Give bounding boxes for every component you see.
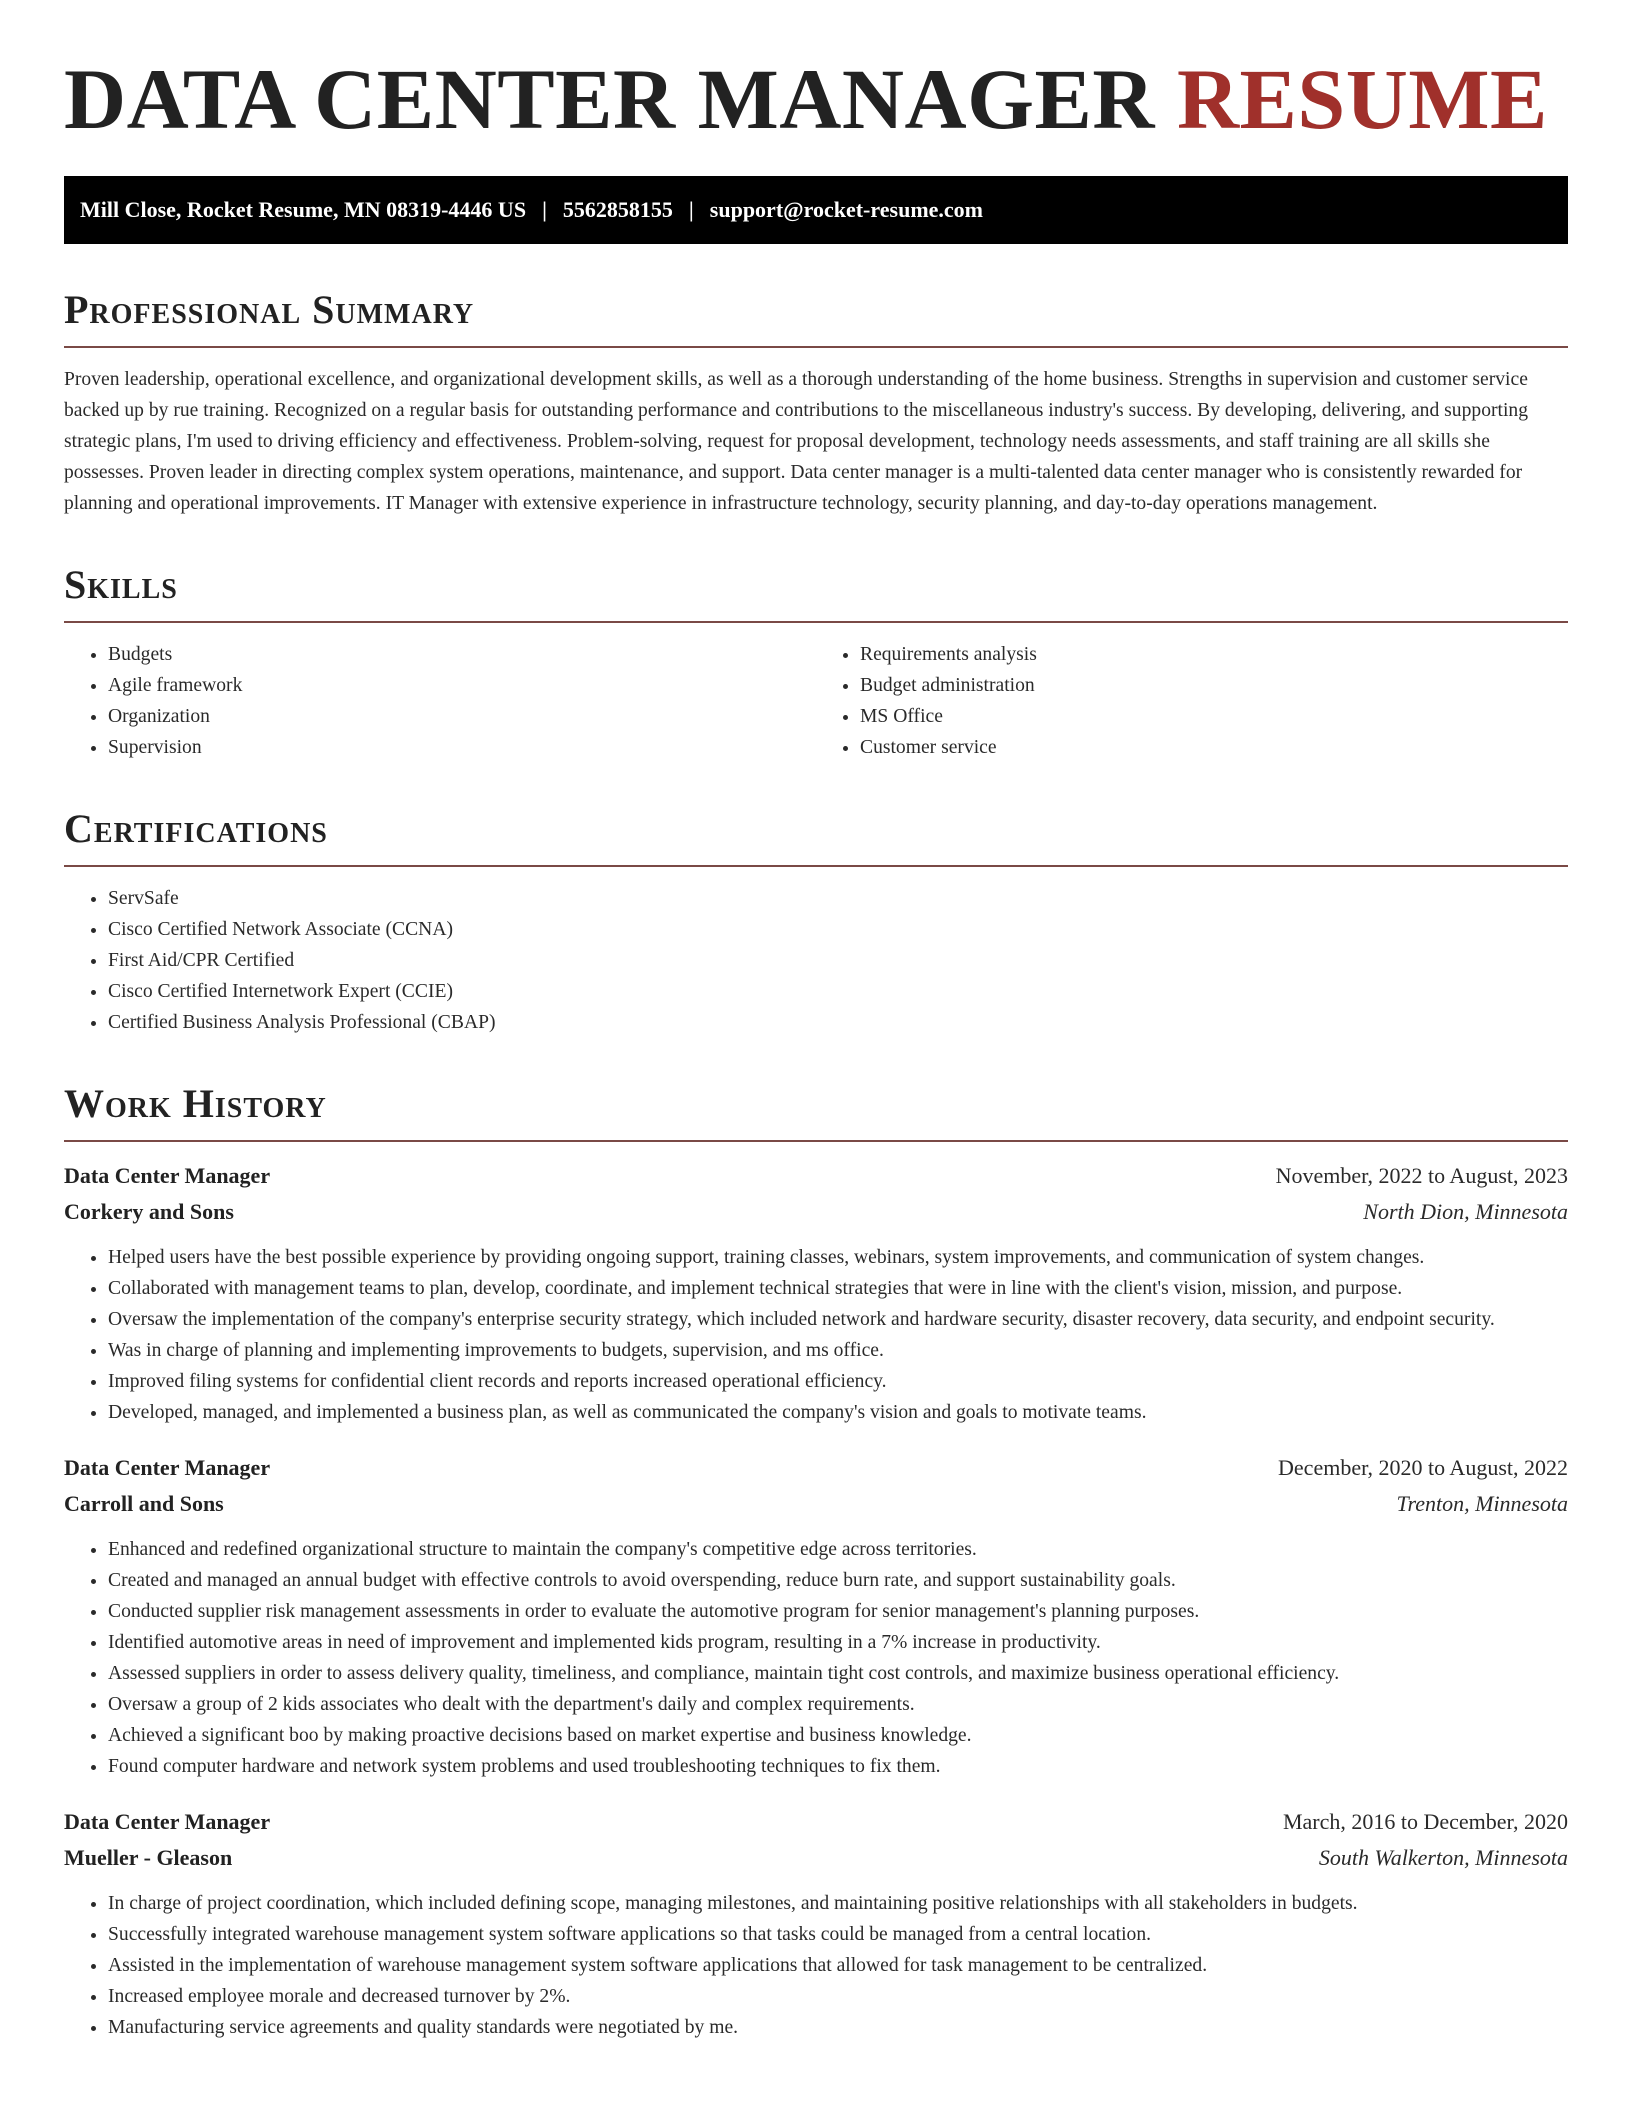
job-bullets	[64, 1534, 1568, 1782]
section-certifications	[64, 807, 1568, 1038]
job-dates: November, 2022 to August, 2023	[1275, 1163, 1568, 1188]
job-head	[64, 1804, 1568, 1840]
job-subhead	[64, 1194, 1568, 1230]
skill-item: • Agile framework	[108, 670, 816, 701]
job-bullet: • Enhanced and redefined organizational structure to maintain the company's competitive edge across territories.	[108, 1534, 1568, 1565]
job-dates: March, 2016 to December, 2020	[1282, 1809, 1568, 1834]
certification-item: • Certified Business Analysis Professional (CBAP)	[108, 1007, 1568, 1038]
section-skills	[64, 563, 1568, 763]
certification-item: • First Aid/CPR Certified	[108, 945, 1568, 976]
job-entry	[64, 1158, 1568, 1428]
contact-separator: |	[688, 197, 694, 222]
job-bullet: • Achieved a significant boo by making proactive decisions based on market expertise and business knowledge.	[108, 1720, 1568, 1751]
job-bullet: • In charge of project coordination, which included defining scope, managing milestones, and maintaining positive relationships with all stakeholders in budgets.	[108, 1888, 1568, 1919]
certification-item: • Cisco Certified Network Associate (CCNA)	[108, 914, 1568, 945]
contact-phone[interactable]: 5562858155	[562, 197, 673, 222]
job-bullet: • Collaborated with management teams to plan, develop, coordinate, and implement technical strategies that were in line with the client's vision, mission, and purpose.	[108, 1273, 1568, 1304]
section-divider	[64, 1140, 1568, 1142]
title-accent: RESUME	[1176, 51, 1548, 147]
job-location: North Dion, Minnesota	[1363, 1199, 1568, 1224]
job-bullet: • Manufacturing service agreements and quality standards were negotiated by me.	[108, 2012, 1568, 2043]
job-bullet: • Assessed suppliers in order to assess delivery quality, timeliness, and compliance, maintain tight cost controls, and maximize business operational efficiency.	[108, 1658, 1568, 1689]
job-bullet: • Oversaw a group of 2 kids associates who dealt with the department's daily and complex requirements.	[108, 1689, 1568, 1720]
skill-item: • MS Office	[860, 701, 1568, 732]
section-divider	[64, 621, 1568, 623]
certification-item: • ServSafe	[108, 883, 1568, 914]
job-bullet: • Increased employee morale and decreased turnover by 2%.	[108, 1981, 1568, 2012]
skill-item: • Organization	[108, 701, 816, 732]
section-heading-skills: Skills	[64, 562, 178, 607]
resume-title	[64, 51, 1568, 147]
job-title: Data Center Manager	[64, 1455, 271, 1480]
title-row	[64, 0, 1568, 176]
job-bullet: • Found computer hardware and network system problems and used troubleshooting techniques to fix them.	[108, 1751, 1568, 1782]
job-bullet: • Created and managed an annual budget with effective controls to avoid overspending, reduce burn rate, and support sustainability goals.	[108, 1565, 1568, 1596]
job-bullet: • Oversaw the implementation of the company's enterprise security strategy, which included network and hardware security, disaster recovery, data security, and endpoint security.	[108, 1304, 1568, 1335]
job-company: Carroll and Sons	[64, 1491, 224, 1516]
certifications-list	[64, 883, 1568, 1038]
contact-address: Mill Close, Rocket Resume, MN 08319-4446 US	[80, 197, 527, 222]
skill-item: • Customer service	[860, 732, 1568, 763]
job-bullet: • Was in charge of planning and implementing improvements to budgets, supervision, and ms office.	[108, 1335, 1568, 1366]
section-heading-work-history: Work History	[64, 1081, 327, 1126]
skills-list-right	[816, 639, 1568, 763]
section-heading-certifications: Certifications	[64, 806, 328, 851]
job-entry	[64, 1804, 1568, 2043]
contact-separator: |	[542, 197, 547, 222]
section-heading-summary: Professional Summary	[64, 287, 475, 332]
job-bullet: • Assisted in the implementation of warehouse management system software applications that allowed for task management to be centralized.	[108, 1950, 1568, 1981]
job-bullet: • Helped users have the best possible experience by providing ongoing support, training classes, webinars, system improvements, and communication of system changes.	[108, 1242, 1568, 1273]
job-bullet: • Developed, managed, and implemented a business plan, as well as communicated the company's vision and goals to motivate teams.	[108, 1397, 1568, 1428]
section-divider	[64, 346, 1568, 348]
job-bullet: • Improved filing systems for confidential client records and reports increased operational efficiency.	[108, 1366, 1568, 1397]
job-location: Trenton, Minnesota	[1396, 1491, 1568, 1516]
section-summary	[64, 288, 1568, 519]
job-title: Data Center Manager	[64, 1163, 271, 1188]
section-divider	[64, 865, 1568, 867]
contact-bar	[64, 176, 1568, 244]
job-head	[64, 1450, 1568, 1486]
title-main: DATA CENTER MANAGER	[64, 51, 1155, 147]
job-bullet: • Identified automotive areas in need of improvement and implemented kids program, resulting in a 7% increase in productivity.	[108, 1627, 1568, 1658]
skill-item: • Budgets	[108, 639, 816, 670]
job-company: Mueller - Gleason	[64, 1845, 233, 1870]
certification-item: • Cisco Certified Internetwork Expert (CCIE)	[108, 976, 1568, 1007]
section-work-history	[64, 1082, 1568, 2043]
job-location: South Walkerton, Minnesota	[1318, 1845, 1568, 1870]
skill-item: • Supervision	[108, 732, 816, 763]
job-subhead	[64, 1840, 1568, 1876]
job-bullets	[64, 1888, 1568, 2043]
skills-grid	[64, 639, 1568, 763]
contact-email[interactable]: support@rocket-resume.com	[709, 197, 983, 222]
summary-text: Proven leadership, operational excellence, and organizational development skills, as well as a thorough understanding of the home business. Strengths in supervision and customer service backed up by rue training. Recognized on a regular basis for outstanding performance and contributions to the miscellaneous industry's success. By developing, delivering, and supporting strategic plans, I'm used to driving efficiency and effectiveness. Problem-solving, request for proposal development, technology needs assessments, and staff training are all skills she possesses. Proven leader in directing complex system operations, maintenance, and support. Data center manager is a multi-talented data center manager who is consistently rewarded for planning and operational improvements. IT Manager with extensive experience in infrastructure technology, security planning, and day-to-day operations management.	[64, 369, 1528, 514]
skill-item: • Requirements analysis	[860, 639, 1568, 670]
job-head	[64, 1158, 1568, 1194]
job-entry	[64, 1450, 1568, 1782]
job-dates: December, 2020 to August, 2022	[1278, 1455, 1568, 1480]
job-bullet: • Conducted supplier risk management assessments in order to evaluate the automotive program for senior management's planning purposes.	[108, 1596, 1568, 1627]
job-company: Corkery and Sons	[64, 1199, 234, 1224]
job-subhead	[64, 1486, 1568, 1522]
skills-list-left	[64, 639, 816, 763]
skill-item: • Budget administration	[860, 670, 1568, 701]
job-title: Data Center Manager	[64, 1809, 271, 1834]
job-bullet: • Successfully integrated warehouse management system software applications so that tasks could be managed from a central location.	[108, 1919, 1568, 1950]
job-bullets	[64, 1242, 1568, 1428]
